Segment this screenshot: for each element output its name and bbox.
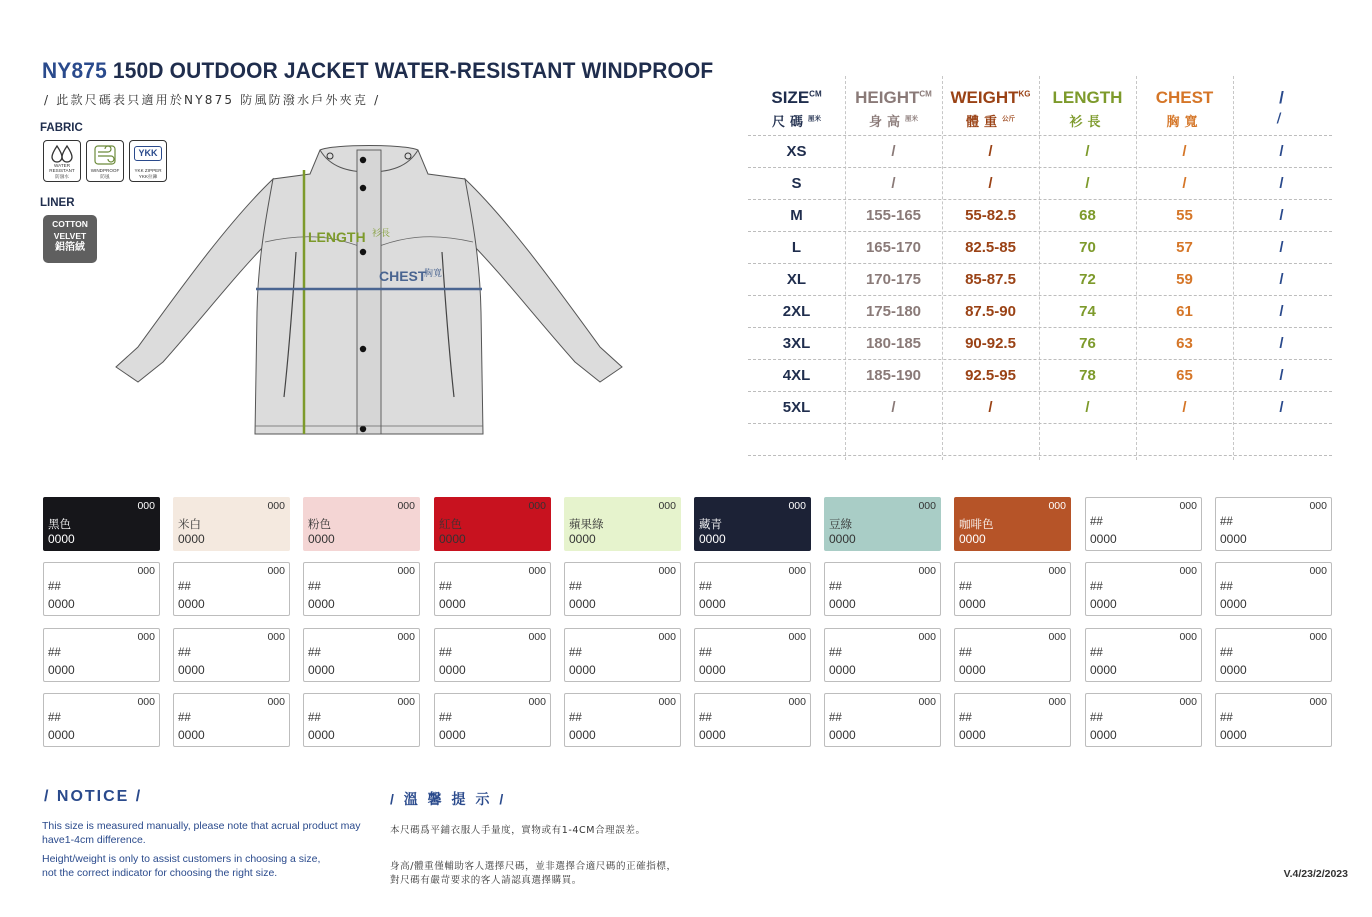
- color-swatch: [303, 628, 420, 682]
- header-zh-unit: 厘米: [905, 114, 918, 123]
- swatch-name: ##: [959, 581, 972, 593]
- header-zh-text: 尺碼: [771, 115, 808, 130]
- table-row: [748, 328, 1332, 360]
- fabric-label: FABRIC: [40, 122, 83, 134]
- table-row: [748, 168, 1332, 200]
- color-swatch: [434, 693, 551, 747]
- swatch-number: 0000: [959, 597, 986, 611]
- table-cell: /: [1182, 175, 1187, 192]
- table-cell: 55: [1176, 207, 1193, 224]
- swatch-name: 粉色: [308, 519, 331, 531]
- table-cell: /: [1279, 207, 1284, 224]
- swatch-code: 000: [267, 631, 285, 643]
- notice-zh-line: 對尺碼有嚴苛要求的客人請認真選擇購買。: [390, 875, 582, 886]
- swatch-code: 000: [397, 500, 415, 512]
- swatch-code: 000: [1179, 631, 1197, 643]
- color-swatch: [824, 497, 941, 551]
- swatch-number: 0000: [439, 728, 466, 742]
- color-swatch: [694, 693, 811, 747]
- swatch-name: ##: [569, 647, 582, 659]
- swatch-number: 0000: [1220, 597, 1247, 611]
- swatch-name: 豆綠: [829, 519, 852, 531]
- color-swatch: [173, 693, 290, 747]
- table-cell: /: [1279, 367, 1284, 384]
- swatch-code: 000: [1309, 565, 1327, 577]
- color-swatch: [173, 497, 290, 551]
- header-zh-unit: 厘米: [808, 114, 821, 123]
- swatch-number: 0000: [178, 728, 205, 742]
- swatch-number: 0000: [1090, 728, 1117, 742]
- table-cell: 87.5-90: [965, 303, 1016, 320]
- swatch-number: 0000: [48, 532, 75, 546]
- table-cell: 170-175: [865, 271, 922, 288]
- swatch-code: 000: [1309, 631, 1327, 643]
- swatch-code: 000: [267, 565, 285, 577]
- notice-text-1: [42, 820, 360, 847]
- table-cell: 76: [1079, 335, 1096, 352]
- table-cell: /: [1279, 399, 1284, 416]
- swatch-name: ##: [178, 581, 191, 593]
- chest-zh-label: 胸寬: [424, 269, 443, 279]
- swatch-code: 000: [528, 696, 546, 708]
- swatch-code: 000: [137, 565, 155, 577]
- swatch-number: 0000: [699, 532, 726, 546]
- notice-line: have1-4cm difference.: [42, 833, 146, 846]
- swatch-code: 000: [1048, 565, 1066, 577]
- header-text: SIZE: [771, 88, 810, 107]
- header-unit: KG: [1018, 89, 1031, 99]
- swatch-number: 0000: [699, 663, 726, 677]
- swatch-name: ##: [439, 581, 452, 593]
- swatch-code: 000: [1048, 500, 1066, 512]
- swatch-number: 0000: [1090, 597, 1117, 611]
- swatch-code: 000: [137, 500, 155, 512]
- swatch-code: 000: [918, 565, 936, 577]
- table-cell: 61: [1176, 303, 1193, 320]
- table-cell: 185-190: [865, 367, 922, 384]
- swatch-code: 000: [1179, 565, 1197, 577]
- swatch-name: ##: [1090, 647, 1103, 659]
- swatch-name: 紅色: [439, 519, 462, 531]
- swatch-number: 0000: [48, 663, 75, 677]
- table-cell: 74: [1079, 303, 1096, 320]
- swatch-name: ##: [308, 581, 321, 593]
- table-cell: 78: [1079, 367, 1096, 384]
- swatch-number: 0000: [959, 728, 986, 742]
- swatch-code: 000: [528, 565, 546, 577]
- fabric-caption: WATER: [53, 162, 71, 168]
- swatch-code: 000: [788, 696, 806, 708]
- color-swatch: [303, 693, 420, 747]
- table-cell: /: [1085, 399, 1090, 416]
- color-swatch: [824, 693, 941, 747]
- table-row: [748, 232, 1332, 264]
- fabric-caption: WINDPROOF: [90, 168, 120, 173]
- table-row: [748, 296, 1332, 328]
- header-zh-text: 體重: [965, 115, 1002, 130]
- color-swatch: [564, 497, 681, 551]
- color-swatch: [303, 562, 420, 616]
- version-label: V.4/23/2/2023: [1283, 868, 1348, 880]
- table-cell: /: [891, 143, 896, 160]
- color-swatch: [43, 562, 160, 616]
- header-zh-text: /: [1276, 111, 1287, 127]
- table-cell: 85-87.5: [965, 271, 1016, 288]
- swatch-code: 000: [658, 696, 676, 708]
- swatch-name: ##: [829, 712, 842, 724]
- table-cell: 3XL: [782, 335, 811, 352]
- color-swatch: [434, 562, 551, 616]
- table-cell: 165-170: [865, 239, 922, 256]
- fabric-caption: RESISTANT: [49, 168, 75, 173]
- table-cell: 63: [1176, 335, 1193, 352]
- color-swatch: [1215, 562, 1332, 616]
- swatch-name: ##: [178, 712, 191, 724]
- swatch-number: 0000: [1220, 663, 1247, 677]
- table-cell: 4XL: [782, 367, 811, 384]
- fabric-caption: 防風: [100, 173, 110, 179]
- notice-zh-title: / 溫 馨 提 示 /: [390, 791, 507, 807]
- notice-zh-line: 身高/體重僅輔助客人選擇尺碼，並非選擇合適尺碼的正確指標，: [390, 861, 677, 872]
- swatch-name: ##: [569, 581, 582, 593]
- liner-line: 鋁箔絨: [55, 242, 85, 253]
- table-cell: /: [1279, 271, 1284, 288]
- swatch-number: 0000: [569, 532, 596, 546]
- swatch-number: 0000: [439, 663, 466, 677]
- swatch-number: 0000: [439, 597, 466, 611]
- table-cell: XL: [786, 271, 807, 288]
- swatch-name: ##: [48, 581, 61, 593]
- color-swatch: [564, 628, 681, 682]
- swatch-code: 000: [788, 565, 806, 577]
- swatch-name: ##: [1220, 647, 1233, 659]
- table-header-divider: [748, 104, 1332, 136]
- jacket-diagram: [108, 142, 678, 442]
- swatch-number: 0000: [829, 597, 856, 611]
- notice-text-2: [42, 853, 320, 880]
- swatch-name: 咖啡色: [959, 519, 994, 531]
- color-swatch: [694, 628, 811, 682]
- fabric-caption: YKK ZIPPER: [134, 168, 162, 173]
- table-cell: 180-185: [865, 335, 922, 352]
- color-swatch: [564, 562, 681, 616]
- fabric-caption: 防潑水: [55, 173, 69, 179]
- swatch-name: ##: [1090, 581, 1103, 593]
- table-cell: /: [1279, 239, 1284, 256]
- color-swatch: [43, 693, 160, 747]
- swatch-name: ##: [699, 647, 712, 659]
- swatch-number: 0000: [829, 663, 856, 677]
- swatch-code: 000: [918, 696, 936, 708]
- swatch-code: 000: [267, 696, 285, 708]
- swatch-code: 000: [658, 565, 676, 577]
- swatch-name: ##: [439, 647, 452, 659]
- table-cell: 70: [1079, 239, 1096, 256]
- table-row: [748, 424, 1332, 456]
- color-swatch: [173, 562, 290, 616]
- table-cell: M: [790, 207, 803, 224]
- table-cell: 72: [1079, 271, 1096, 288]
- swatch-name: ##: [439, 712, 452, 724]
- color-swatch: [1085, 628, 1202, 682]
- color-swatch: [43, 497, 160, 551]
- product-name: 150D OUTDOOR JACKET WATER-RESISTANT WINDPROOF: [106, 58, 714, 83]
- liner-line: COTTON: [52, 219, 88, 229]
- notice-line: Height/weight is only to assist customers in choosing a size,: [42, 853, 321, 865]
- color-swatch: [694, 562, 811, 616]
- color-swatch: [1215, 628, 1332, 682]
- table-cell: /: [988, 399, 993, 416]
- table-cell: /: [1085, 175, 1090, 192]
- swatch-number: 0000: [1090, 532, 1117, 546]
- swatch-code: 000: [397, 631, 415, 643]
- swatch-name: ##: [829, 647, 842, 659]
- header-text: CHEST: [1155, 88, 1214, 107]
- color-swatch: [1085, 693, 1202, 747]
- table-cell: 90-92.5: [965, 335, 1016, 352]
- swatch-code: 000: [658, 631, 676, 643]
- table-cell: /: [1182, 143, 1187, 160]
- swatch-code: 000: [918, 631, 936, 643]
- swatch-code: 000: [788, 500, 806, 512]
- color-swatch: [694, 497, 811, 551]
- liner-label: LINER: [40, 197, 75, 209]
- table-cell: /: [1279, 143, 1284, 160]
- swatch-name: ##: [699, 712, 712, 724]
- swatch-number: 0000: [829, 532, 856, 546]
- table-cell: 55-82.5: [965, 207, 1016, 224]
- swatch-name: 藏青: [699, 519, 722, 531]
- liner-line: VELVET: [53, 230, 87, 241]
- chest-label: CHEST: [379, 268, 427, 284]
- notice-zh-block: [390, 860, 677, 888]
- fabric-caption: YKK拉鍊: [138, 173, 158, 179]
- color-swatch: [824, 562, 941, 616]
- swatch-code: 000: [788, 631, 806, 643]
- header-text: /: [1279, 88, 1284, 107]
- notice-zh-line: 本尺碼爲平鋪衣服人手量度，實物或有1-4CM合理誤差。: [390, 825, 646, 836]
- ykk-mark: YKK: [134, 146, 162, 161]
- swatch-name: ##: [829, 581, 842, 593]
- swatch-code: 000: [528, 500, 546, 512]
- color-swatch: [1085, 562, 1202, 616]
- color-swatch: [1085, 497, 1202, 551]
- product-subtitle: / 此款尺碼表只適用於NY875 防風防潑水戶外夾克 /: [44, 93, 381, 107]
- swatch-code: 000: [1179, 500, 1197, 512]
- swatch-name: ##: [959, 712, 972, 724]
- header-text: HEIGHT: [855, 88, 920, 107]
- table-cell: 5XL: [782, 399, 811, 416]
- swatch-number: 0000: [308, 663, 335, 677]
- swatch-name: ##: [959, 647, 972, 659]
- swatch-number: 0000: [48, 728, 75, 742]
- product-code: NY875: [42, 58, 107, 83]
- table-cell: /: [891, 399, 896, 416]
- notice-line: This size is measured manually, please note that acrual product may: [42, 820, 361, 832]
- color-swatch: [173, 628, 290, 682]
- table-cell: 155-165: [865, 207, 922, 224]
- swatch-name: ##: [308, 647, 321, 659]
- swatch-code: 000: [1048, 631, 1066, 643]
- table-cell: /: [1279, 175, 1284, 192]
- product-title: [42, 58, 713, 84]
- header-unit: CM: [919, 89, 932, 99]
- color-swatch: [43, 628, 160, 682]
- table-cell: /: [988, 143, 993, 160]
- swatch-name: ##: [1220, 516, 1233, 528]
- swatch-name: ##: [308, 712, 321, 724]
- swatch-number: 0000: [308, 728, 335, 742]
- length-zh-label: 衫長: [372, 229, 391, 239]
- swatch-number: 0000: [699, 728, 726, 742]
- table-cell: /: [1279, 303, 1284, 320]
- header-zh-text: 身高: [868, 115, 905, 130]
- swatch-code: 000: [137, 631, 155, 643]
- table-cell: 175-180: [865, 303, 922, 320]
- swatch-number: 0000: [699, 597, 726, 611]
- swatch-name: ##: [48, 712, 61, 724]
- length-label: LENGTH: [308, 229, 366, 245]
- swatch-name: ##: [1220, 712, 1233, 724]
- liner-badge: [43, 215, 97, 263]
- water-resistant-icon: [43, 140, 81, 182]
- table-cell: /: [1085, 143, 1090, 160]
- swatch-code: 000: [918, 500, 936, 512]
- table-cell: 82.5-85: [965, 239, 1016, 256]
- swatch-code: 000: [137, 696, 155, 708]
- swatch-number: 0000: [308, 532, 335, 546]
- swatch-number: 0000: [308, 597, 335, 611]
- swatch-number: 0000: [439, 532, 466, 546]
- table-cell: 65: [1176, 367, 1193, 384]
- color-swatch: [434, 497, 551, 551]
- swatch-name: 蘋果綠: [569, 519, 604, 531]
- table-row: [748, 136, 1332, 168]
- swatch-code: 000: [1309, 696, 1327, 708]
- notice-line: not the correct indicator for choosing the right size.: [42, 866, 278, 879]
- swatch-number: 0000: [959, 663, 986, 677]
- table-cell: 57: [1176, 239, 1193, 256]
- swatch-name: ##: [1090, 712, 1103, 724]
- color-swatch: [303, 497, 420, 551]
- header-zh-unit: 公斤: [1002, 114, 1015, 123]
- notice-title: / NOTICE /: [44, 788, 143, 805]
- table-cell: /: [1182, 399, 1187, 416]
- color-swatch: [954, 628, 1071, 682]
- header-text: LENGTH: [1052, 88, 1123, 107]
- header-zh-text: 胸寬: [1166, 115, 1203, 130]
- table-row: [748, 360, 1332, 392]
- swatch-number: 0000: [569, 597, 596, 611]
- color-swatch: [954, 497, 1071, 551]
- swatch-code: 000: [1048, 696, 1066, 708]
- swatch-number: 0000: [829, 728, 856, 742]
- swatch-number: 0000: [178, 663, 205, 677]
- swatch-number: 0000: [178, 597, 205, 611]
- swatch-name: ##: [1090, 516, 1103, 528]
- swatch-name: 黑色: [48, 519, 71, 531]
- color-swatch: [1215, 497, 1332, 551]
- header-text: WEIGHT: [950, 88, 1019, 107]
- swatch-number: 0000: [1090, 663, 1117, 677]
- swatch-code: 000: [658, 500, 676, 512]
- color-swatch: [434, 628, 551, 682]
- table-cell: /: [1279, 335, 1284, 352]
- swatch-number: 0000: [1220, 728, 1247, 742]
- swatch-number: 0000: [1220, 532, 1247, 546]
- swatch-name: 米白: [178, 519, 201, 531]
- color-swatch: [824, 628, 941, 682]
- table-cell: S: [791, 175, 802, 192]
- swatch-code: 000: [267, 500, 285, 512]
- swatch-number: 0000: [569, 728, 596, 742]
- swatch-number: 0000: [48, 597, 75, 611]
- swatch-name: ##: [569, 712, 582, 724]
- table-cell: 68: [1079, 207, 1096, 224]
- table-row: [748, 392, 1332, 424]
- color-swatch: [1215, 693, 1332, 747]
- swatch-name: ##: [48, 647, 61, 659]
- swatch-code: 000: [1179, 696, 1197, 708]
- swatch-name: ##: [699, 581, 712, 593]
- swatch-name: ##: [178, 647, 191, 659]
- header-zh-text: 衫長: [1069, 115, 1106, 130]
- swatch-number: 0000: [178, 532, 205, 546]
- table-cell: 2XL: [782, 303, 811, 320]
- table-row: [748, 264, 1332, 296]
- table-cell: 92.5-95: [965, 367, 1016, 384]
- table-cell: /: [891, 175, 896, 192]
- swatch-code: 000: [397, 565, 415, 577]
- table-row: [748, 200, 1332, 232]
- swatch-code: 000: [1309, 500, 1327, 512]
- color-swatch: [954, 693, 1071, 747]
- table-cell: XS: [786, 143, 807, 160]
- swatch-code: 000: [397, 696, 415, 708]
- swatch-number: 0000: [959, 532, 986, 546]
- table-cell: /: [988, 175, 993, 192]
- table-cell: L: [791, 239, 802, 256]
- swatch-number: 0000: [569, 663, 596, 677]
- color-swatch: [564, 693, 681, 747]
- header-unit: CM: [809, 89, 822, 99]
- swatch-name: ##: [1220, 581, 1233, 593]
- swatch-code: 000: [528, 631, 546, 643]
- color-swatch: [954, 562, 1071, 616]
- table-cell: 59: [1176, 271, 1193, 288]
